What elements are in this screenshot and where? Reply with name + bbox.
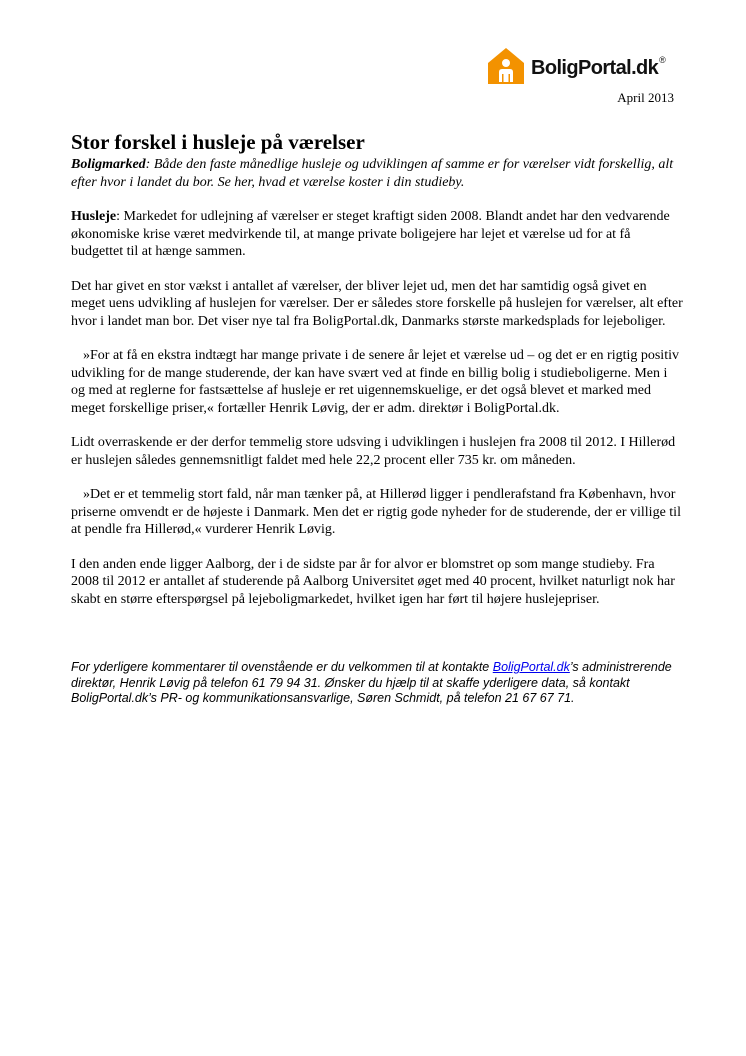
publication-date: April 2013 [617,90,674,105]
paragraph-1 [71,208,683,261]
contact-footer [71,660,683,707]
lead-text: : Både den faste månedlige husleje og udviklingen af samme er for værelser vidt forskellig, alt efter hvor i landet du bor. Se her, hvad et værelse koster i din studieby. [71,157,674,190]
paragraph-5: »Det er et temmelig stort fald, når man tænker på, at Hillerød ligger i pendlerafstand fra København, hvor priserne omvendt er de højeste i Danmark. Men det er rigtig gode nyheder for de studerende, der er villige til at pendle fra Hillerød,« vurderer Henrik Løvig. [71,487,681,537]
paragraph-6: I den anden ende ligger Aalborg, der i de sidste par år for alvor er blomstret op som mange studieby. Fra 2008 til 2012 er antallet af studerende på Aalborg Universitet øget med 40 procent, hvilket naturligt nok har skabt en større efterspørgsel på lejeboligmarkedet, hvilket igen har ført til højere huslejepriser. [71,556,675,607]
paragraph-4: Lidt overraskende er der derfor temmelig store udsving i udviklingen i huslejen fra 2008 til 2012. I Hillerød er huslejen således gennemsnitligt faldet med hele 22,2 procent eller 735 kr. om måneden. [71,435,676,468]
lead-label: Boligmarked [71,157,146,172]
paragraph-2: Det har givet en stor vækst i antallet af værelser, der bliver lejet ud, men det har samtidig også givet en meget uens udvikling af huslejen for værelser. Der er således store forskelle på huslejen for værelser, alt efter hvor i landet man bor. Det viser nye tal fra BoligPortal.dk, Danmarks største markedsplads for lejeboliger. [71,278,683,329]
registered-mark: ® [659,55,666,65]
footer-text-after: ’s administrerende direktør, Henrik Løvig på telefon 61 79 94 31. Ønsker du hjælp til at skaffe yderligere data, så kontakt BoligPortal.dk’s PR- og kommunikationsansvarlige, Søren Schmidt, på telefon 21 67 67 71. [71,660,672,705]
brand-logo [486,45,666,87]
paragraph-1-label: Husleje [71,209,117,224]
article [71,128,683,707]
logo-text: BoligPortal.dk [531,56,659,79]
article-lead [71,156,683,191]
article-title: Stor forskel i husleje på værelser [71,130,365,154]
footer-text-before: For yderligere kommentarer til ovenstående er du velkommen til at kontakte [71,660,493,674]
paragraph-3: »For at få en ekstra indtægt har mange private i de senere år lejet et værelse ud – og det er en rigtig positiv udvikling for de mange studerende, der kan have svært ved at finde en billig bolig i studieboligerne. Men i og med at reglerne for fastsættelse af husleje er ret uigennemskuelige, er det også blevet et marked med meget forskellige priser,« fortæller Henrik Løvig, der er adm. direktør i BoligPortal.dk. [71,348,679,416]
house-person-icon [486,46,526,86]
paragraph-1-text: : Markedet for udlejning af værelser er steget kraftigt siden 2008. Blandt andet har den vedvarende økonomiske krise været medvirkende til, at mange private boligejere har lejet et værelse ud for at få budgettet til at hænge sammen. [71,209,670,259]
boligportal-link[interactable]: BoligPortal.dk [492,660,570,674]
